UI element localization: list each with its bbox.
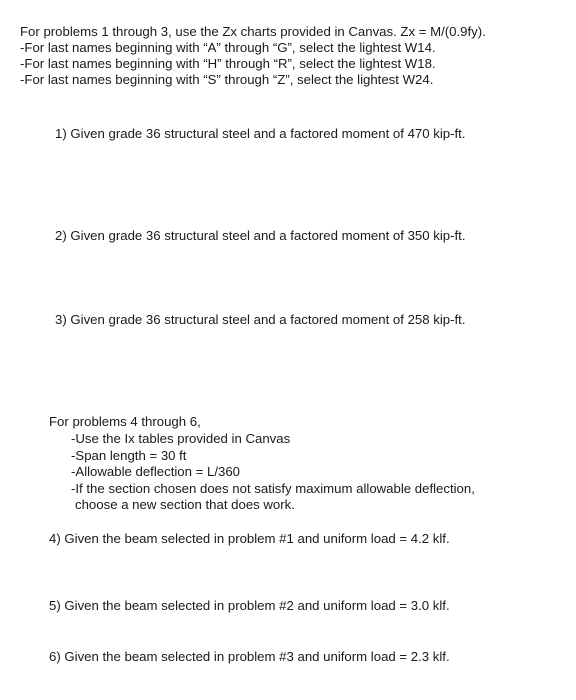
part2-heading: For problems 4 through 6, [49,414,201,429]
part2-instruction: -Use the Ix tables provided in Canvas [71,431,291,446]
part2-instruction: choose a new section that does work. [75,497,295,512]
intro-rule-h-r: -For last names beginning with “H” through “R”, select the lightest W18. [20,56,436,71]
part2-instruction: -Span length = 30 ft [71,448,187,463]
intro-rule-a-g: -For last names beginning with “A” through “G”, select the lightest W14. [20,40,436,55]
problem-2: 2) Given grade 36 structural steel and a factored moment of 350 kip-ft. [55,228,466,243]
problem-1: 1) Given grade 36 structural steel and a factored moment of 470 kip-ft. [55,126,466,141]
intro-rule-s-z: -For last names beginning with “S” through “Z”, select the lightest W24. [20,72,434,87]
intro-instruction: For problems 1 through 3, use the Zx charts provided in Canvas. Zx = M/(0.9fy). [20,24,486,39]
problem-4: 4) Given the beam selected in problem #1 and uniform load = 4.2 klf. [49,531,450,546]
part2-instruction: -If the section chosen does not satisfy maximum allowable deflection, [71,481,475,496]
problem-6: 6) Given the beam selected in problem #3 and uniform load = 2.3 klf. [49,649,450,664]
problem-5: 5) Given the beam selected in problem #2 and uniform load = 3.0 klf. [49,598,450,613]
part2-instruction: -Allowable deflection = L/360 [71,464,240,479]
problem-3: 3) Given grade 36 structural steel and a factored moment of 258 kip-ft. [55,312,466,327]
